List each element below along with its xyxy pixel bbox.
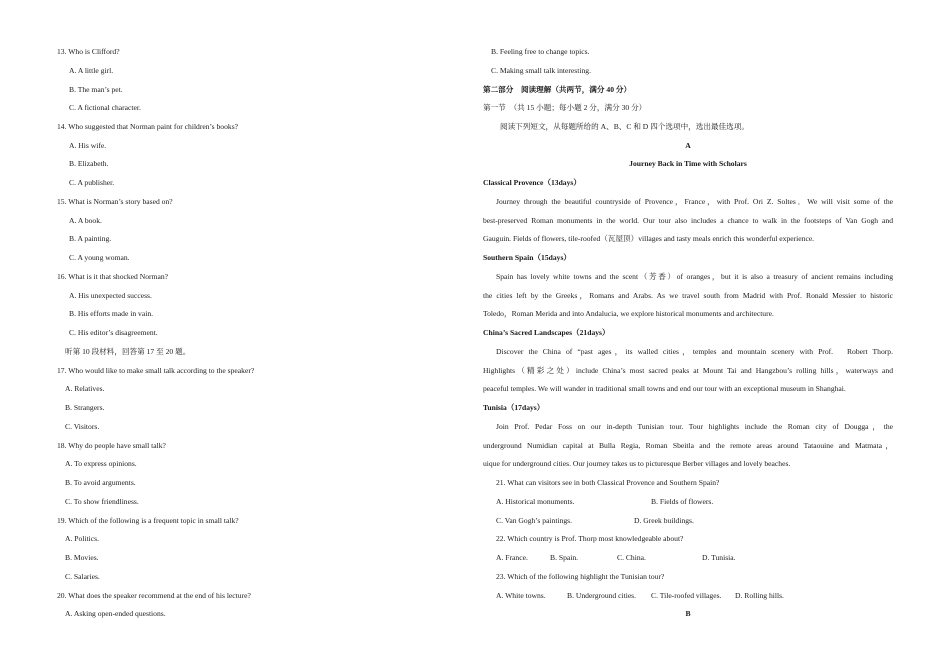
- option-21b: B. Fields of flowers.: [651, 497, 714, 506]
- option-13a: A. A little girl.: [69, 66, 114, 75]
- option-22d: D. Tunisia.: [702, 553, 736, 562]
- option-14a: A. His wife.: [69, 141, 107, 150]
- option-17b: B. Strangers.: [65, 403, 105, 412]
- question-20: 20. What does the speaker recommend at the end of his lecture?: [57, 591, 251, 600]
- question-14: 14. Who suggested that Norman paint for children’s books?: [57, 122, 239, 131]
- question-22: 22. Which country is Prof. Thorp most knowledgeable about?: [496, 534, 684, 543]
- option-20b: B. Feeling free to change topics.: [491, 47, 590, 56]
- option-15a: A. A book.: [69, 216, 102, 225]
- option-18b: B. To avoid arguments.: [65, 478, 136, 487]
- passage-label-a: A: [685, 141, 691, 150]
- option-22a: A. France.: [496, 553, 528, 562]
- option-13b: B. The man’s pet.: [69, 85, 123, 94]
- provence-text-1: Journey through the beautiful countryside of Provence，France，with Prof. Ori Z. Soltes．We will visit some of the: [496, 197, 893, 206]
- option-16c: C. His editor’s disagreement.: [69, 328, 158, 337]
- option-23b: B. Underground cities.: [567, 591, 637, 600]
- question-16: 16. What is it that shocked Norman?: [57, 272, 168, 281]
- tour-heading-spain: Southern Spain（15days）: [483, 253, 571, 262]
- option-20a: A. Asking open-ended questions.: [65, 609, 166, 618]
- option-17a: A. Relatives.: [65, 384, 105, 393]
- tour-heading-china: China’s Sacred Landscapes（21days）: [483, 328, 610, 337]
- china-text-2: Highlights（精彩之处）include China’s most sacred peaks at Mount Tai and Hangzbou’s rolling hills，waterways and: [483, 366, 893, 375]
- option-19b: B. Movies.: [65, 553, 99, 562]
- reading-instruction: 阅读下列短文，从每题所给的 A、B、C 和 D 四个选项中，选出最佳选项。: [500, 122, 749, 131]
- spain-text-2: the cities left by the Greeks，Romans and Arabs. As we travel south from Madrid with Prof. Ronald Messier to historic: [483, 291, 893, 300]
- tunisia-text-2: underground Numidian capital at Bulla Regia, Roman Sbeitla and the remote areas around Tataouine and Matmata，: [483, 441, 893, 450]
- option-16a: A. His unexpected success.: [69, 291, 152, 300]
- question-23: 23. Which of the following highlight the Tunisian tour?: [496, 572, 665, 581]
- section-instruction: 听第 10 段材料，回答第 17 至 20 题。: [65, 347, 191, 356]
- tunisia-text-1: Join Prof. Pedar Foss on our in-depth Tunisian tour. Tour highlights include the Roman city of Dougga，the: [496, 422, 893, 431]
- tour-heading-provence: Classical Provence（13days）: [483, 178, 581, 187]
- question-13: 13. Who is Clifford?: [57, 47, 120, 56]
- option-15b: B. A painting.: [69, 234, 112, 243]
- passage-title: Journey Back in Time with Scholars: [629, 159, 747, 168]
- option-23a: A. White towns.: [496, 591, 546, 600]
- option-21a: A. Historical monuments.: [496, 497, 575, 506]
- option-19a: A. Politics.: [65, 534, 99, 543]
- option-15c: C. A young woman.: [69, 253, 130, 262]
- question-19: 19. Which of the following is a frequent topic in small talk?: [57, 516, 239, 525]
- section-one-heading: 第一节 （共 15 小题；每小题 2 分，满分 30 分）: [483, 103, 647, 112]
- option-23d: D. Rolling hills.: [735, 591, 784, 600]
- option-14c: C. A publisher.: [69, 178, 115, 187]
- question-21: 21. What can visitors see in both Classical Provence and Southern Spain?: [496, 478, 720, 487]
- option-18c: C. To show friendliness.: [65, 497, 139, 506]
- option-21d: D. Greek buildings.: [634, 516, 694, 525]
- question-18: 18. Why do people have small talk?: [57, 441, 166, 450]
- spain-text-1: Spain has lovely white towns and the scent（芳香）of oranges，but it is also a treasury of ancient remains including: [496, 272, 893, 281]
- provence-text-2: best-preserved Roman monuments in the world. Our tour also includes a chance to walk in the footsteps of Van Gogh and: [483, 216, 893, 225]
- option-13c: C. A fictional character.: [69, 103, 141, 112]
- option-22c: C. China.: [617, 553, 646, 562]
- option-20c: C. Making small talk interesting.: [491, 66, 591, 75]
- tunisia-text-3: uique for underground cities. Our journey takes us to picturesque Berber villages and lovely beaches.: [483, 459, 791, 468]
- option-16b: B. His efforts made in vain.: [69, 309, 154, 318]
- question-17: 17. Who would like to make small talk according to the speaker?: [57, 366, 255, 375]
- option-14b: B. Elizabeth.: [69, 159, 109, 168]
- option-23c: C. Tile-roofed villages.: [651, 591, 722, 600]
- question-15: 15. What is Norman’s story based on?: [57, 197, 173, 206]
- option-21c: C. Van Gogh’s paintings.: [496, 516, 573, 525]
- tour-heading-tunisia: Tunisia（17days）: [483, 403, 545, 412]
- part-two-heading: 第二部分 阅读理解（共两节，满分 40 分）: [483, 85, 632, 94]
- china-text-1: Discover the China of “past ages，its walled cities，temples and mountain scenery with Prof. Robert Thorp.: [496, 347, 893, 356]
- china-text-3: peaceful temples. We will wander in traditional small towns and end our tour with an exceptional museum in Shanghai.: [483, 384, 846, 393]
- option-19c: C. Salaries.: [65, 572, 100, 581]
- option-17c: C. Visitors.: [65, 422, 100, 431]
- option-22b: B. Spain.: [550, 553, 579, 562]
- passage-label-b: B: [685, 609, 691, 618]
- spain-text-3: Toledo，Roman Merida and into Andalucia, we explore historical monuments and architecture.: [483, 309, 774, 318]
- option-18a: A. To express opinions.: [65, 459, 137, 468]
- provence-text-3: Gauguin. Fields of flowers, tile-roofed（瓦屋顶）villages and tasty meals enrich this wonderful experience.: [483, 234, 815, 243]
